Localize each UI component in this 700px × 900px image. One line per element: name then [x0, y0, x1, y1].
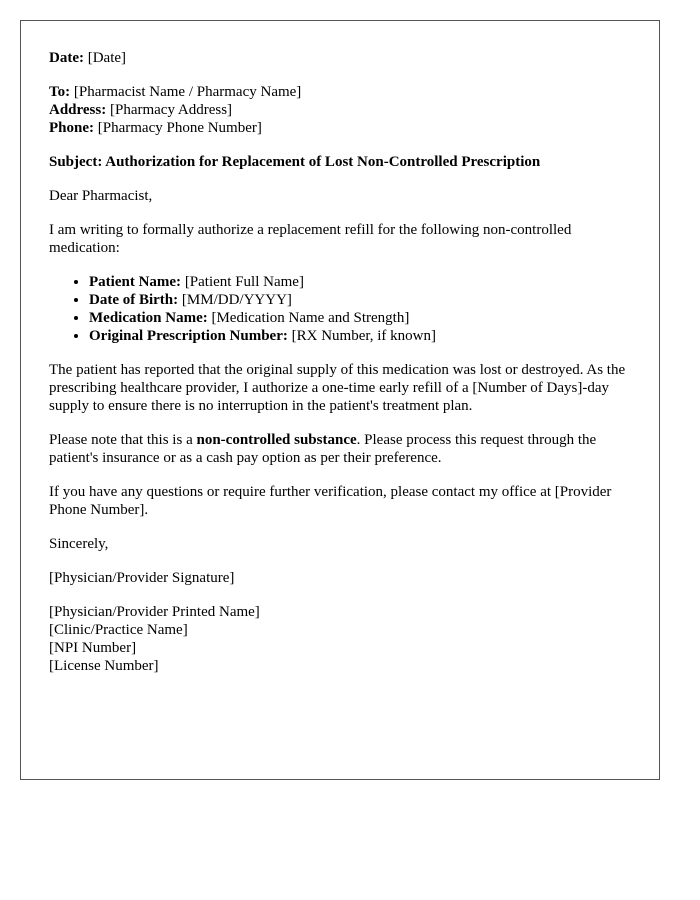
- to-label: To:: [49, 84, 71, 100]
- prescription-details-list: [49, 273, 631, 345]
- clinic-name: [Clinic/Practice Name]: [49, 622, 188, 638]
- recipient-block: [49, 83, 631, 137]
- address-value: [Pharmacy Address]: [106, 102, 233, 118]
- printed-name: [Physician/Provider Printed Name]: [49, 604, 260, 620]
- phone-line: [49, 119, 631, 137]
- body2-text-start: Please note that this is a: [49, 432, 197, 448]
- list-item: [89, 309, 631, 327]
- phone-label: Phone:: [49, 120, 94, 136]
- list-item: [89, 273, 631, 291]
- date-line: [49, 49, 631, 67]
- to-line: [49, 83, 631, 101]
- detail-value: [MM/DD/YYYY]: [178, 292, 292, 308]
- date-label: Date:: [49, 50, 84, 66]
- detail-label: Medication Name:: [89, 310, 208, 326]
- detail-label: Original Prescription Number:: [89, 328, 288, 344]
- signature-placeholder: [Physician/Provider Signature]: [49, 570, 235, 586]
- body-paragraph-contact: If you have any questions or require further verification, please contact my office at [Provider Phone Number].: [49, 484, 612, 518]
- address-label: Address:: [49, 102, 107, 118]
- list-item: [89, 327, 631, 345]
- date-value: [Date]: [83, 50, 127, 66]
- body-paragraph-non-controlled: [49, 431, 631, 467]
- detail-label: Patient Name:: [89, 274, 182, 290]
- closing: Sincerely,: [49, 536, 109, 552]
- detail-value: [RX Number, if known]: [287, 328, 436, 344]
- to-value: [Pharmacist Name / Pharmacy Name]: [70, 84, 302, 100]
- list-item: [89, 291, 631, 309]
- address-line: [49, 101, 631, 119]
- non-controlled-emphasis: non-controlled substance: [196, 432, 357, 448]
- body2-text-end: . Please process this request through the patient's insurance or as a cash pay option as per their preference.: [49, 432, 597, 466]
- provider-info-block: [49, 603, 631, 675]
- license-number: [License Number]: [49, 658, 159, 674]
- body-paragraph-lost-supply: The patient has reported that the original supply of this medication was lost or destroyed. As the prescribing healthcare provider, I authorize a one-time early refill of a [Number of Days]-day supply to ensure there is no interruption in the patient's treatment plan.: [49, 362, 626, 414]
- npi-number: [NPI Number]: [49, 640, 137, 656]
- intro-paragraph: I am writing to formally authorize a replacement refill for the following non-controlled medication:: [49, 222, 572, 256]
- letter-document: [20, 20, 660, 780]
- detail-label: Date of Birth:: [89, 292, 179, 308]
- detail-value: [Medication Name and Strength]: [207, 310, 410, 326]
- salutation: Dear Pharmacist,: [49, 188, 153, 204]
- subject-line: [49, 153, 631, 171]
- subject-text: Subject: Authorization for Replacement of Lost Non-Controlled Prescription: [49, 154, 541, 170]
- phone-value: [Pharmacy Phone Number]: [94, 120, 262, 136]
- detail-value: [Patient Full Name]: [181, 274, 304, 290]
